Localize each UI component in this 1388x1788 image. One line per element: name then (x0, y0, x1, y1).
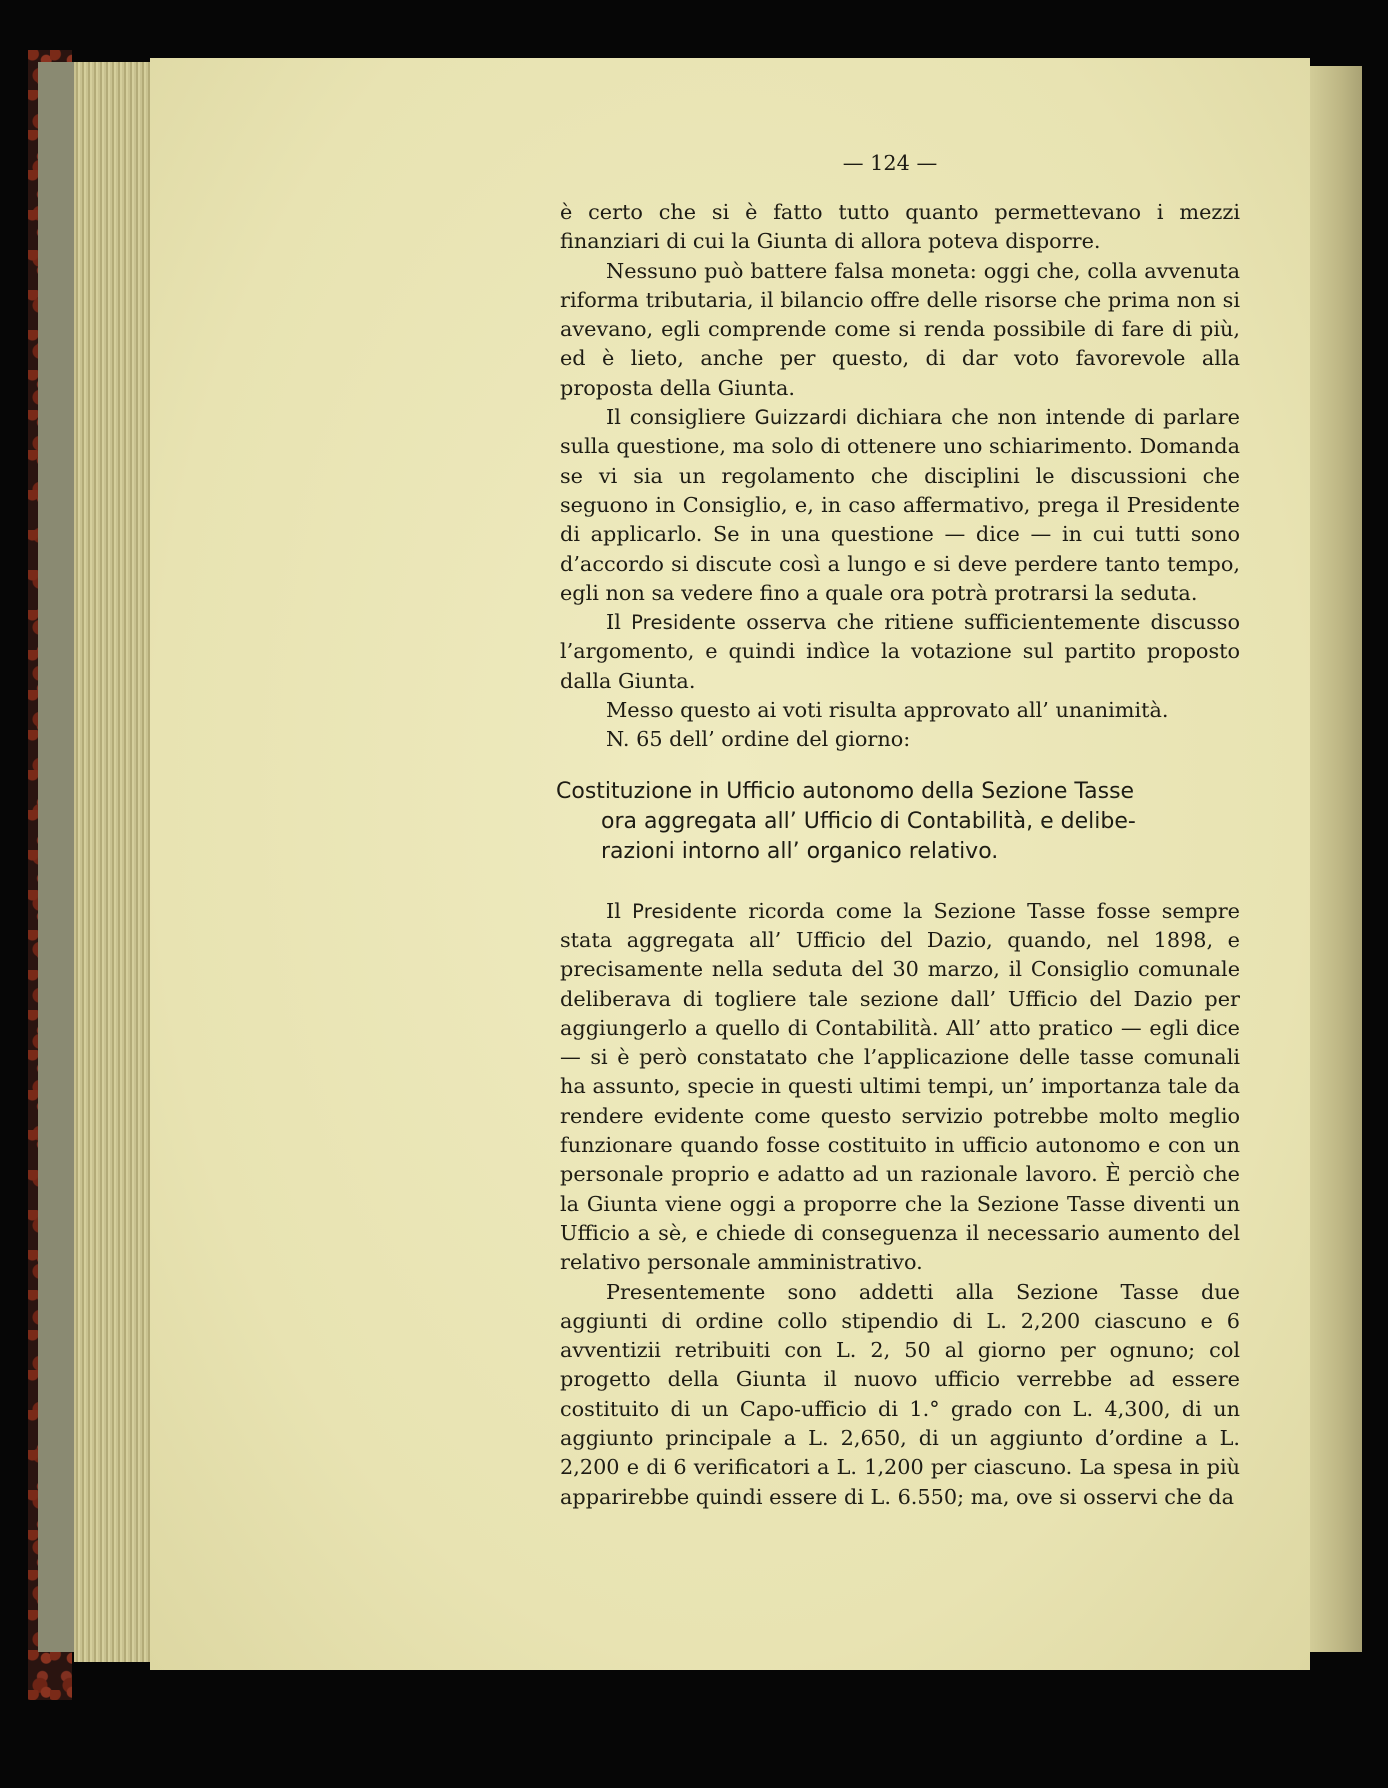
page-stack-edges (74, 62, 150, 1662)
page-number: — 124 — (842, 151, 938, 175)
paragraph-vote: Messo questo ai voti risulta approvato all’ unanimità. (606, 698, 1169, 723)
paragraph-prefix: Il (606, 898, 633, 923)
section-title-line: ora aggregata all’ Ufficio di Contabilità, e delibe- (601, 808, 1136, 834)
paragraph-continuation: è certo che si è fatto tutto quanto permettevano i mezzi finanziari di cui la Giunta di allora poteva disporre. (560, 200, 1240, 254)
book-board-edge (38, 62, 78, 1652)
paragraph-body: osserva che ritiene sufficientemente discusso l’argomento, e quindi indìce la votazione sul partito proposto dalla Giunta. (560, 610, 1240, 693)
section-title-line: Costituzione in Ufficio autonomo della Sezione Tasse (556, 778, 1135, 804)
paragraph-body: ricorda come la Sezione Tasse fosse sempre stata aggregata all’ Ufficio del Dazio, quando, nel 1898, e precisamente nella seduta del 30 marzo, il Consiglio comunale deliberava di togliere tale sezione dall’ Ufficio del Dazio per aggiungerlo a quello di Contabilità. All’ atto pratico — egli dice — si è però constatato che l’applicazione delle tasse comunali ha assunto, specie in questi ultimi tempi, un’ importanza tale da rendere evidente come questo servizio potrebbe molto meglio funzionare quando fosse costituito in ufficio autonomo e con un personale proprio e adatto ad un razionale lavoro. È perciò che la Giunta viene oggi a proporre che la Sezione Tasse diventi un Ufficio a sè, e chiede di conseguenza il necessario aumento del relativo personale amministrativo. (560, 898, 1240, 1275)
paragraph-guizzardi (560, 403, 1240, 608)
section-title (556, 777, 1246, 867)
section-title-line: razioni intorno all’ organico relativo. (601, 838, 999, 864)
paragraph-prefix: Il (606, 610, 632, 635)
paragraph-presidente-2 (560, 897, 1240, 1278)
speaker-name: Guizzardi (754, 406, 848, 430)
paragraph-prefix: Il consigliere (606, 405, 755, 430)
paragraph-presentemente: Presentemente sono addetti alla Sezione Tasse due aggiunti di ordine collo stipendio di L. 2,200 ciascuno e 6 avventizii retribuiti con L. 2, 50 al giorno per ognuno; col progetto della Giunta il nuovo ufficio verrebbe ad essere costituito di un Capo-ufficio di 1.° grado con L. 4,300, di un aggiunto principale a L. 2,650, di un aggiunto d’ordine a L. 2,200 e di 6 verificatori a L. 1,200 per ciascuno. La spesa in più apparirebbe quindi essere di L. 6.550; ma, ove si osservi che da (560, 1279, 1240, 1509)
next-page-edge (1310, 66, 1362, 1652)
paragraph-body: dichiara che non intende di parlare sulla questione, ma solo di ottenere uno schiarimento. Domanda se vi sia un regolamento che disciplini le discussioni che seguono in Consiglio, e, in caso affermativo, prega il Presidente di applicarlo. Se in una questione — dice — in cui tutti sono d’accordo si discute così a lungo e si deve perdere tanto tempo, egli non sa vedere fino a quale ora potrà protrarsi la seduta. (560, 405, 1240, 605)
text-column (556, 148, 1240, 1512)
paragraph-nessuno: Nessuno può battere falsa moneta: oggi che, colla avvenuta riforma tributaria, il bilancio offre delle risorse che prima non si avevano, egli comprende come si renda possibile di fare di più, ed è lieto, anche per questo, di dar voto favorevole alla proposta della Giunta. (560, 258, 1240, 400)
paragraph-presidente-1 (560, 608, 1240, 696)
speaker-name: Presidente (632, 899, 738, 923)
speaker-name: Presidente (631, 611, 737, 635)
paragraph-agenda: N. 65 dell’ ordine del giorno: (606, 727, 911, 752)
